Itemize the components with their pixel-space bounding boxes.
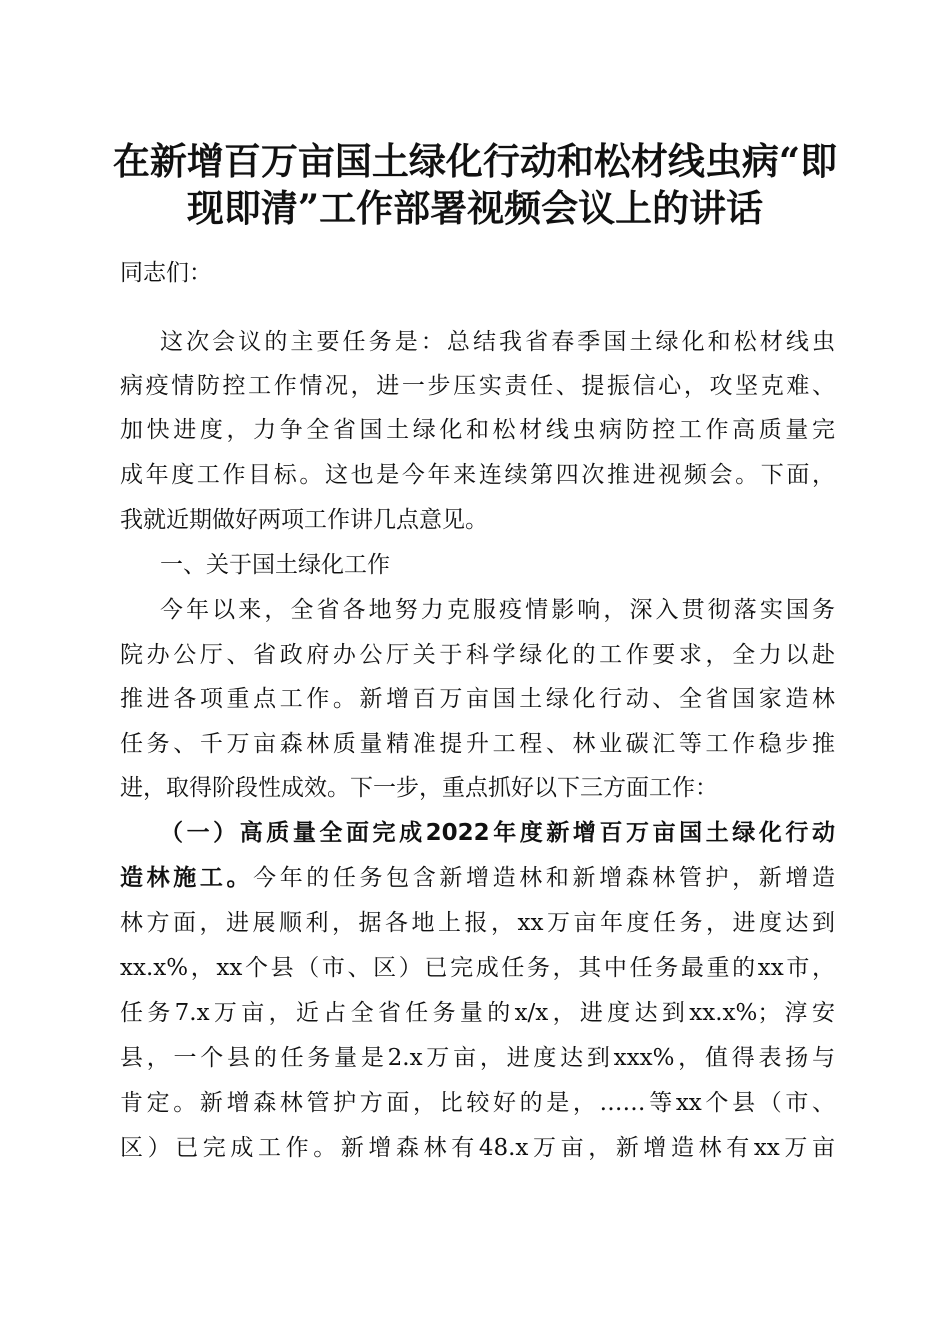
section-1-heading: 一、关于国土绿化工作: [160, 552, 390, 578]
paragraph-3-bold-tail: 造林施工。: [120, 865, 254, 891]
paragraph-2-line-5: 进，取得阶段性成效。下一步，重点抓好以下三方面工作：: [120, 775, 718, 801]
paragraph-1-line-3: 加快进度，力争全省国土绿化和松材线虫病防控工作高质量完: [120, 417, 835, 443]
document-title-line-2: 现即清”工作部署视频会议上的讲话: [186, 186, 764, 230]
paragraph-2-line-2: 院办公厅、省政府办公厅关于科学绿化的工作要求，全力以赴: [120, 642, 835, 668]
paragraph-3-bold-heading: （一）高质量全面完成2022年度新增百万亩国土绿化行动: [160, 820, 835, 846]
document-title-line-1: 在新增百万亩国土绿化行动和松材线虫病“即: [112, 139, 838, 183]
paragraph-2-line-3: 推进各项重点工作。新增百万亩国土绿化行动、全省国家造林: [120, 686, 835, 712]
paragraph-3-line-4: xx.x%，xx个县（市、区）已完成任务，其中任务最重的xx市，: [120, 955, 835, 981]
salutation: 同志们：: [120, 260, 212, 286]
paragraph-3-line-2: [120, 863, 835, 893]
paragraph-3-line-7: 肯定。新增森林管护方面，比较好的是，……等xx个县（市、: [120, 1090, 835, 1116]
paragraph-1-line-5: 我就近期做好两项工作讲几点意见。: [120, 507, 488, 533]
paragraph-1-line-1: 这次会议的主要任务是：总结我省春季国土绿化和松材线虫: [160, 329, 835, 355]
paragraph-3-line-5: 任务7.x万亩，近占全省任务量的x/x，进度达到xx.x%；淳安: [120, 1000, 835, 1026]
paragraph-3-line-8: 区）已完成工作。新增森林有48.x万亩，新增造林有xx万亩: [120, 1135, 835, 1161]
paragraph-1-line-4: 成年度工作目标。这也是今年来连续第四次推进视频会。下面，: [120, 462, 835, 488]
paragraph-2-line-4: 任务、千万亩森林质量精准提升工程、林业碳汇等工作稳步推: [120, 731, 835, 757]
paragraph-1-line-2: 病疫情防控工作情况，进一步压实责任、提振信心，攻坚克难、: [120, 373, 835, 399]
paragraph-3-line-6: 县，一个县的任务量是2.x万亩，进度达到xxx%，值得表扬与: [120, 1045, 835, 1071]
paragraph-3-line-3: 林方面，进展顺利，据各地上报，xx万亩年度任务，进度达到: [120, 910, 835, 936]
paragraph-3-line-2-text: 今年的任务包含新增造林和新增森林管护，新增造: [253, 865, 836, 891]
paragraph-2-line-1: 今年以来，全省各地努力克服疫情影响，深入贯彻落实国务: [160, 597, 835, 623]
